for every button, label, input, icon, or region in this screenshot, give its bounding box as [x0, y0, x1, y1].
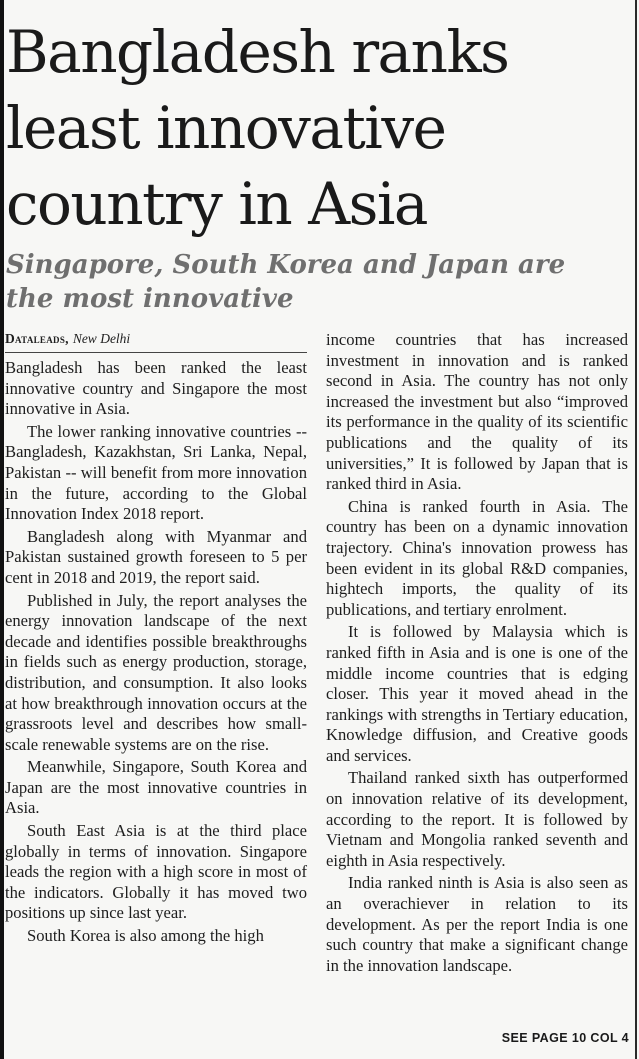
continued-on-page-link[interactable]: SEE PAGE 10 COL 4: [501, 1031, 629, 1045]
paragraph: Bangladesh along with Myanmar and Pakistan sustained growth foreseen to 5 per cent in 2018 and 2019, the report said.: [5, 526, 307, 587]
paragraph: China is ranked fourth in Asia. The country has been on a dynamic innovation trajectory. China's innovation prowess has been evident in its global R&D companies, hightech imports, the quality of its publications, and tertiary enrolment.: [326, 496, 628, 619]
subheadline: Singapore, South Korea and Japan are the most innovative: [6, 250, 566, 314]
headline: Bangladesh ranks least innovative country in Asia: [6, 18, 509, 238]
byline-location: New Delhi: [72, 331, 131, 346]
left-column-rule: [0, 0, 4, 1059]
byline-agency: Dataleads,: [5, 331, 69, 346]
right-column-rule: [635, 0, 637, 1059]
paragraph: Published in July, the report analyses the energy innovation landscape of the next decade and identifies possible breakthroughs in fields such as energy production, storage, distribution, and consumption. It also looks at how breakthrough innovation occurs at the grassroots level and describes how small-scale renewable systems are on the rise.: [5, 590, 307, 754]
paragraph: Bangladesh has been ranked the least innovative country and Singapore the most innovative in Asia.: [5, 358, 307, 419]
paragraph: It is followed by Malaysia which is ranked fifth in Asia and is one is one of the middle income countries that is edging closer. This year it moved ahead in the rankings with strengths in Tertiary education, Knowledge diffusion, and Creative goods and services.: [326, 622, 628, 765]
paragraph: Meanwhile, Singapore, South Korea and Japan are the most innovative countries in Asia.: [5, 757, 307, 818]
paragraph: income countries that has increased investment in innovation and is ranked second in Asia. The country has not only increased the investment but also “improved its performance in the quality of its scientific publications and the quality of its universities,” It is followed by Japan that is ranked third in Asia.: [326, 330, 628, 494]
paragraph: South East Asia is at the third place globally in terms of innovation. Singapore leads the region with a high score in most of the indicators. Globally it has moved two positions up since last year.: [5, 821, 307, 923]
paragraph: India ranked ninth is Asia is also seen as an overachiever in relation to its development. As per the report India is one such country that make a significant change in the innovation landscape.: [326, 873, 628, 975]
paragraph: South Korea is also among the high: [27, 926, 264, 946]
article-column-left: [5, 330, 307, 949]
paragraph: The lower ranking innovative countries -- Bangladesh, Kazakhstan, Sri Lanka, Nepal, Pakistan -- will benefit from more innovation in the future, according to the Global Innovation Index 2018 report.: [5, 421, 307, 524]
paragraph: Thailand ranked sixth has outperformed on innovation relative of its development, according to the report. It is followed by Vietnam and Mongolia ranked seventh and eighth in Asia respectively.: [326, 768, 628, 870]
article-column-right: [326, 330, 628, 978]
byline: [5, 330, 307, 353]
